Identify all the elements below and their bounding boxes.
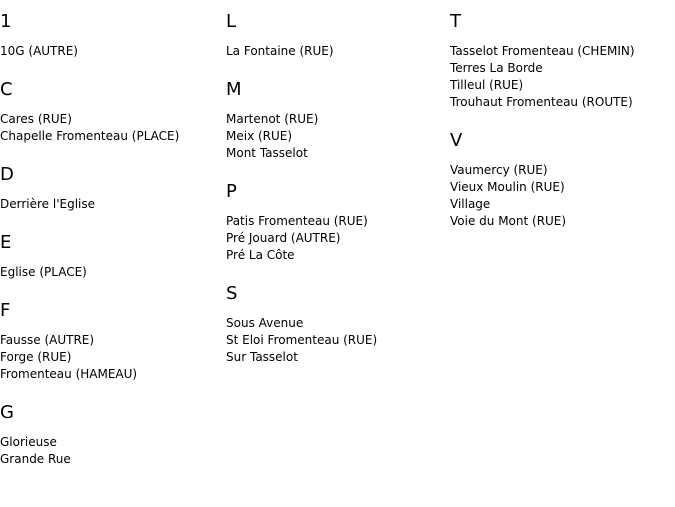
street-link[interactable]: Forge (RUE)	[0, 350, 72, 364]
street-link[interactable]: Tilleul (RUE)	[450, 78, 524, 92]
street-link[interactable]: Eglise (PLACE)	[0, 265, 87, 279]
street-link[interactable]: 10G (AUTRE)	[0, 44, 78, 58]
street-link[interactable]: Pré Jouard (AUTRE)	[226, 231, 341, 245]
street-link[interactable]: Trouhaut Fromenteau (ROUTE)	[450, 95, 633, 109]
street-link[interactable]: Derrière l'Eglise	[0, 197, 95, 211]
street-link[interactable]: Vaumercy (RUE)	[450, 163, 548, 177]
street-link[interactable]: Pré La Côte	[226, 248, 295, 262]
street-link[interactable]: Terres La Borde	[450, 61, 543, 75]
street-link[interactable]: Sous Avenue	[226, 316, 304, 330]
letter-group-f	[0, 300, 222, 383]
street-link[interactable]: Mont Tasselot	[226, 146, 308, 160]
street-link[interactable]: Sur Tasselot	[226, 350, 298, 364]
letter-heading: C	[0, 79, 13, 100]
letter-heading: M	[226, 79, 242, 100]
street-link[interactable]: Voie du Mont (RUE)	[450, 214, 567, 228]
street-link[interactable]: St Eloi Fromenteau (RUE)	[226, 333, 378, 347]
street-link[interactable]: Martenot (RUE)	[226, 112, 319, 126]
letter-group-e	[0, 232, 222, 281]
street-column-2	[226, 11, 448, 385]
letter-heading: L	[226, 11, 237, 32]
letter-heading: D	[0, 164, 14, 185]
letter-group-c	[0, 79, 222, 145]
street-link[interactable]: Fausse (AUTRE)	[0, 333, 95, 347]
street-link[interactable]: Meix (RUE)	[226, 129, 293, 143]
letter-group-1	[0, 11, 222, 60]
letter-group-p	[226, 181, 448, 264]
street-column-3	[450, 11, 672, 249]
street-link[interactable]: Patis Fromenteau (RUE)	[226, 214, 368, 228]
letter-heading: E	[0, 232, 12, 253]
street-link[interactable]: Cares (RUE)	[0, 112, 72, 126]
street-column-1	[0, 11, 222, 487]
letter-group-s	[226, 283, 448, 366]
street-link[interactable]: Tasselot Fromenteau (CHEMIN)	[450, 44, 635, 58]
street-link[interactable]: La Fontaine (RUE)	[226, 44, 334, 58]
letter-group-d	[0, 164, 222, 213]
letter-heading: F	[0, 300, 11, 321]
letter-heading: S	[226, 283, 238, 304]
letter-heading: V	[450, 130, 463, 151]
letter-heading: 1	[0, 11, 12, 32]
street-link[interactable]: Fromenteau (HAMEAU)	[0, 367, 138, 381]
street-link[interactable]: Glorieuse	[0, 435, 57, 449]
letter-group-g	[0, 402, 222, 468]
street-link[interactable]: Vieux Moulin (RUE)	[450, 180, 565, 194]
letter-heading: P	[226, 181, 237, 202]
letter-group-v	[450, 130, 672, 230]
street-link[interactable]: Village	[450, 197, 491, 211]
letter-group-m	[226, 79, 448, 162]
letter-heading: T	[450, 11, 461, 32]
street-link[interactable]: Grande Rue	[0, 452, 71, 466]
letter-group-l	[226, 11, 448, 60]
letter-group-t	[450, 11, 672, 111]
letter-heading: G	[0, 402, 14, 423]
street-link[interactable]: Chapelle Fromenteau (PLACE)	[0, 129, 180, 143]
